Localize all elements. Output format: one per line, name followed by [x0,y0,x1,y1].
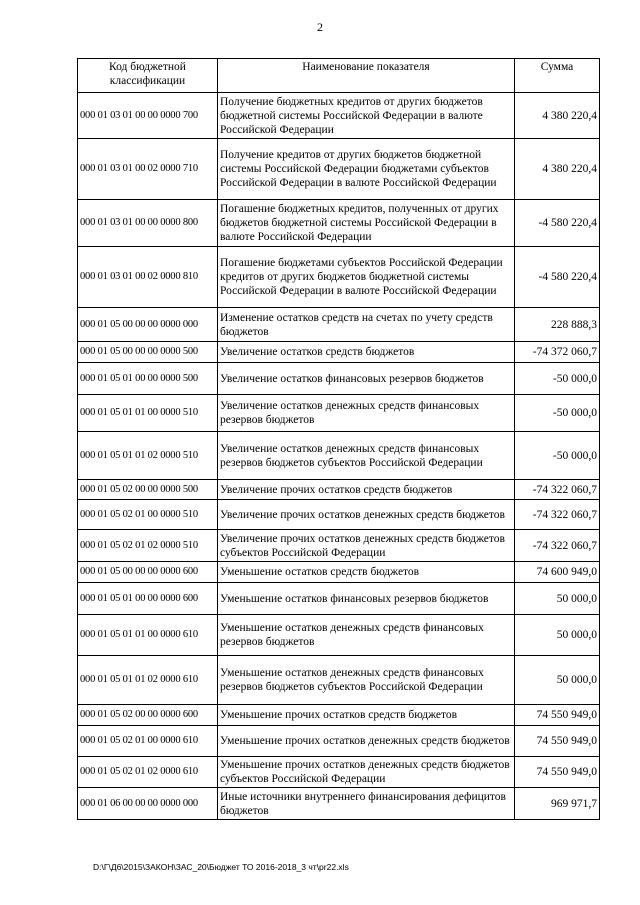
row-sum: 228 888,3 [515,308,600,342]
table-row [78,93,600,139]
row-code: 000 01 05 01 01 02 0000 510 [78,432,218,480]
row-code: 000 01 05 02 00 00 0000 500 [78,480,218,500]
row-name: Увеличение прочих остатков денежных средств бюджетов [218,500,515,530]
table-row [78,395,600,432]
row-sum: -4 580 220,4 [515,200,600,247]
table-row [78,615,600,656]
budget-sources-table [77,58,600,820]
row-name: Уменьшение остатков средств бюджетов [218,562,515,583]
header-code: Код бюджетной классификации [78,59,218,93]
row-sum: 4 380 220,4 [515,139,600,200]
table-row [78,788,600,820]
row-code: 000 01 05 02 01 00 0000 510 [78,500,218,530]
row-sum: 74 550 949,0 [515,757,600,788]
row-name: Увеличение прочих остатков средств бюджетов [218,480,515,500]
row-sum: 74 600 949,0 [515,562,600,583]
row-sum: 50 000,0 [515,583,600,615]
table-row [78,247,600,308]
row-sum: -50 000,0 [515,395,600,432]
row-code: 000 01 05 01 01 00 0000 610 [78,615,218,656]
row-sum: 50 000,0 [515,615,600,656]
row-name: Увеличение остатков средств бюджетов [218,342,515,363]
table-row [78,308,600,342]
row-code: 000 01 03 01 00 00 0000 700 [78,93,218,139]
row-code: 000 01 05 02 01 00 0000 610 [78,726,218,757]
row-name: Увеличение прочих остатков денежных средств бюджетов субъектов Российской Федерации [218,530,515,562]
row-code: 000 01 05 01 01 00 0000 510 [78,395,218,432]
row-name: Уменьшение остатков финансовых резервов бюджетов [218,583,515,615]
row-code: 000 01 05 01 01 02 0000 610 [78,656,218,705]
row-name: Увеличение остатков денежных средств финансовых резервов бюджетов [218,395,515,432]
row-code: 000 01 05 00 00 00 0000 600 [78,562,218,583]
row-sum: -50 000,0 [515,432,600,480]
row-name: Уменьшение прочих остатков денежных средств бюджетов субъектов Российской Федерации [218,757,515,788]
table-row [78,656,600,705]
header-name: Наименование показателя [218,59,515,93]
row-name: Уменьшение прочих остатков денежных средств бюджетов [218,726,515,757]
table-row [78,583,600,615]
row-name: Погашение бюджетных кредитов, полученных от других бюджетов бюджетной системы Российской Федерации в валюте Российской Федерации [218,200,515,247]
table-row [78,530,600,562]
file-path-footer: D:\Г\Д6\2015\ЗАКОН\ЗАС_20\Бюджет ТО 2016-2018_3 чт\pr22.xls [93,862,349,872]
table-row [78,139,600,200]
row-sum: -74 322 060,7 [515,530,600,562]
row-name: Увеличение остатков финансовых резервов бюджетов [218,363,515,395]
table-row [78,342,600,363]
table-row [78,726,600,757]
row-code: 000 01 05 01 00 00 0000 600 [78,583,218,615]
table-row [78,200,600,247]
table-row [78,432,600,480]
row-sum: -74 372 060,7 [515,342,600,363]
row-name: Уменьшение прочих остатков средств бюджетов [218,705,515,726]
page-number: 2 [317,20,323,34]
table-row [78,757,600,788]
table-row [78,363,600,395]
row-name: Изменение остатков средств на счетах по учету средств бюджетов [218,308,515,342]
table-row [78,705,600,726]
row-code: 000 01 05 02 01 02 0000 610 [78,757,218,788]
row-name: Уменьшение остатков денежных средств финансовых резервов бюджетов субъектов Российской Федерации [218,656,515,705]
row-code: 000 01 03 01 00 02 0000 710 [78,139,218,200]
row-name: Уменьшение остатков денежных средств финансовых резервов бюджетов [218,615,515,656]
table-body [78,93,600,820]
row-code: 000 01 03 01 00 02 0000 810 [78,247,218,308]
row-sum: -50 000,0 [515,363,600,395]
row-name: Получение бюджетных кредитов от других бюджетов бюджетной системы Российской Федерации в валюте Российской Федерации [218,93,515,139]
row-code: 000 01 06 00 00 00 0000 000 [78,788,218,820]
row-code: 000 01 05 02 01 02 0000 510 [78,530,218,562]
row-code: 000 01 03 01 00 00 0000 800 [78,200,218,247]
row-sum: -4 580 220,4 [515,247,600,308]
row-sum: 74 550 949,0 [515,705,600,726]
row-name: Увеличение остатков денежных средств финансовых резервов бюджетов субъектов Российской Федерации [218,432,515,480]
row-code: 000 01 05 00 00 00 0000 000 [78,308,218,342]
row-code: 000 01 05 02 00 00 0000 600 [78,705,218,726]
row-name: Получение кредитов от других бюджетов бюджетной системы Российской Федерации бюджетами субъектов Российской Федерации в валюте Российской Федерации [218,139,515,200]
row-name: Иные источники внутреннего финансирования дефицитов бюджетов [218,788,515,820]
table-row [78,562,600,583]
row-sum: -74 322 060,7 [515,480,600,500]
table-header-row [78,59,600,93]
header-sum: Сумма [515,59,600,93]
row-sum: 4 380 220,4 [515,93,600,139]
row-sum: 50 000,0 [515,656,600,705]
table-row [78,480,600,500]
row-code: 000 01 05 01 00 00 0000 500 [78,363,218,395]
row-sum: 969 971,7 [515,788,600,820]
row-sum: -74 322 060,7 [515,500,600,530]
row-name: Погашение бюджетами субъектов Российской Федерации кредитов от других бюджетов бюджетной системы Российской Федерации в валюте Российской Федерации [218,247,515,308]
row-code: 000 01 05 00 00 00 0000 500 [78,342,218,363]
table-row [78,500,600,530]
row-sum: 74 550 949,0 [515,726,600,757]
